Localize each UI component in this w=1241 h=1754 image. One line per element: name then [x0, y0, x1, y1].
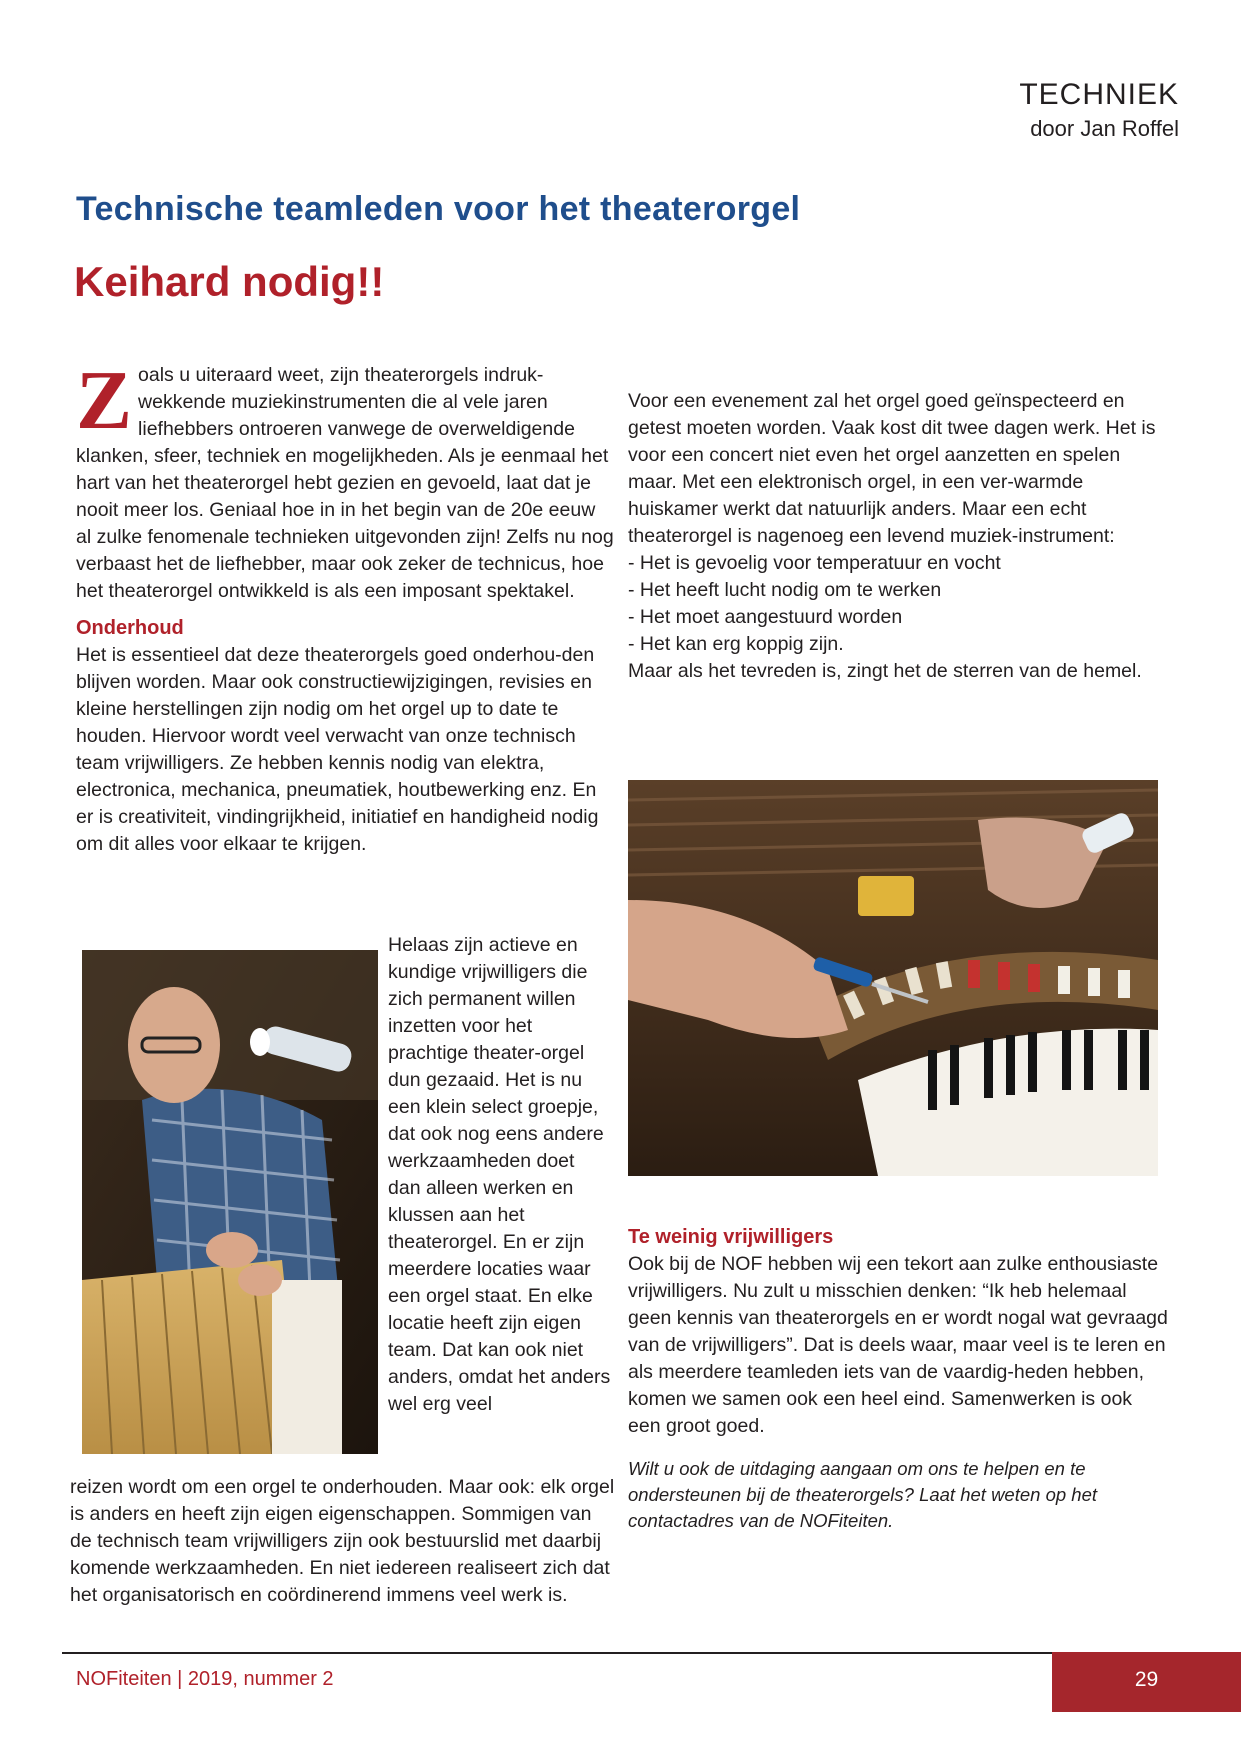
photo-technician-keyboard-image — [82, 950, 378, 1454]
section-title: TECHNIEK — [1019, 78, 1179, 111]
helaas-paragraph-continued: reizen wordt om een orgel te onderhouden. Maar ook: elk orgel is anders en heeft zijn eigen eigenschappen. Sommigen van de technisch team vrijwilligers zijn ook bestuurslid met daarbij komende werkzaamheden. En niet iedereen realiseert zich dat het organisatorisch en coördinerend immens veel werk is. — [70, 1476, 615, 1606]
right-column-top — [628, 388, 1168, 685]
onderhoud-paragraph: Het is essentieel dat deze theaterorgels goed onderhou-den blijven worden. Maar ook constructiewijzigingen, revisies en kleine herstellingen zijn nodig om het orgel up to date te houden. Hiervoor wordt veel verwacht van onze technisch team vrijwilligers. Ze hebben kennis nodig van elektra, electronica, mechanica, pneumatiek, houtbewerking enz. En er is creativiteit, vindingrijkheid, initiatief en handigheid nodig om dit alles voor elkaar te krijgen. — [76, 644, 599, 855]
subheading-onderhoud: Onderhoud — [76, 617, 184, 639]
article-kicker: Technische teamleden voor het theaterorgel — [76, 190, 801, 228]
call-to-action: Wilt u ook de uitdaging aangaan om ons te helpen en te ondersteunen bij de theaterorgels? Laat het weten op het contactadres van de NOFiteiten. — [628, 1458, 1098, 1531]
footer-publication: NOFiteiten | 2019, nummer 2 — [76, 1668, 334, 1690]
subheading-te-weinig-vrijwilligers: Te weinig vrijwilligers — [628, 1226, 834, 1248]
photo-organ-console-image — [628, 780, 1158, 1176]
helaas-paragraph: Helaas zijn actieve en kundige vrijwilligers die zich permanent willen inzetten voor het prachtige theater-orgel dun gezaaid. Het is nu een klein select groepje, dat ook nog eens andere werkzaamheden doet dan alleen werken en klussen aan het theaterorgel. En er zijn meerdere locaties waar een orgel staat. En elke locatie heeft zijn eigen team. Dat kan ook niet anders, omdat het anders wel erg veel — [388, 934, 611, 1415]
left-column-top — [76, 354, 614, 858]
photo-technician-keyboard — [82, 950, 378, 1454]
weinig-paragraph: Ook bij de NOF hebben wij een tekort aan zulke enthousiaste vrijwilligers. Nu zult u misschien denken: “Ik heb helemaal geen kennis van theaterorgels en er wordt nogal wat gevraagd van de vrijwilligers”. Dat is deels waar, maar veel is te leren en als meerdere teamleden iets van de vaardig-heden hebben, komen we samen ook een heel eind. Samenwerken is ook een groot goed. — [628, 1253, 1168, 1437]
right-outro-paragraph: Maar als het tevreden is, zingt het de sterren van de hemel. — [628, 660, 1142, 682]
byline: door Jan Roffel — [1030, 116, 1179, 141]
list-item: - Het heeft lucht nodig om te werken — [628, 579, 942, 601]
list-item: - Het moet aangestuurd worden — [628, 606, 903, 628]
requirements-list — [628, 550, 1168, 658]
drop-cap: Z — [76, 354, 133, 447]
right-column-bottom — [628, 1224, 1168, 1534]
article-headline: Keihard nodig!! — [74, 258, 385, 305]
list-item: - Het is gevoelig voor temperatuur en vocht — [628, 552, 1001, 574]
right-intro-paragraph: Voor een evenement zal het orgel goed geïnspecteerd en getest moeten worden. Vaak kost dit twee dagen werk. Het is voor een concert niet even het orgel aanzetten en spelen maar. Met een elektronisch orgel, in een ver-warmde huiskamer werkt dat natuurlijk anders. Maar een echt theaterorgel is nagenoeg een levend muziek-instrument: — [628, 390, 1156, 547]
left-column-bottom — [70, 1474, 616, 1609]
intro-paragraph — [76, 354, 614, 605]
list-item: - Het kan erg koppig zijn. — [628, 633, 844, 655]
page-number: 29 — [1134, 1668, 1159, 1691]
section-label — [1019, 78, 1179, 144]
intro-text: oals u uiteraard weet, zijn theaterorgels indruk-wekkende muziekinstrumenten die al vele jaren liefhebbers ontroeren vanwege de overweldigende klanken, sfeer, techniek en mogelijkheden. Als je eenmaal het hart van het theaterorgel hebt gezien en gevoeld, laat dat je nooit meer los. Geniaal hoe in in het begin van de 20e eeuw al zulke fenomenale technieken uitgevonden zijn! Zelfs nu nog verbaast het de liefhebber, maar ook zeker de technicus, hoe het theaterorgel ontwikkeld is als een imposant spektakel. — [76, 364, 614, 602]
photo-organ-console — [628, 780, 1158, 1176]
footer-rule — [62, 1652, 1052, 1654]
left-column-beside-photo — [388, 932, 612, 1418]
